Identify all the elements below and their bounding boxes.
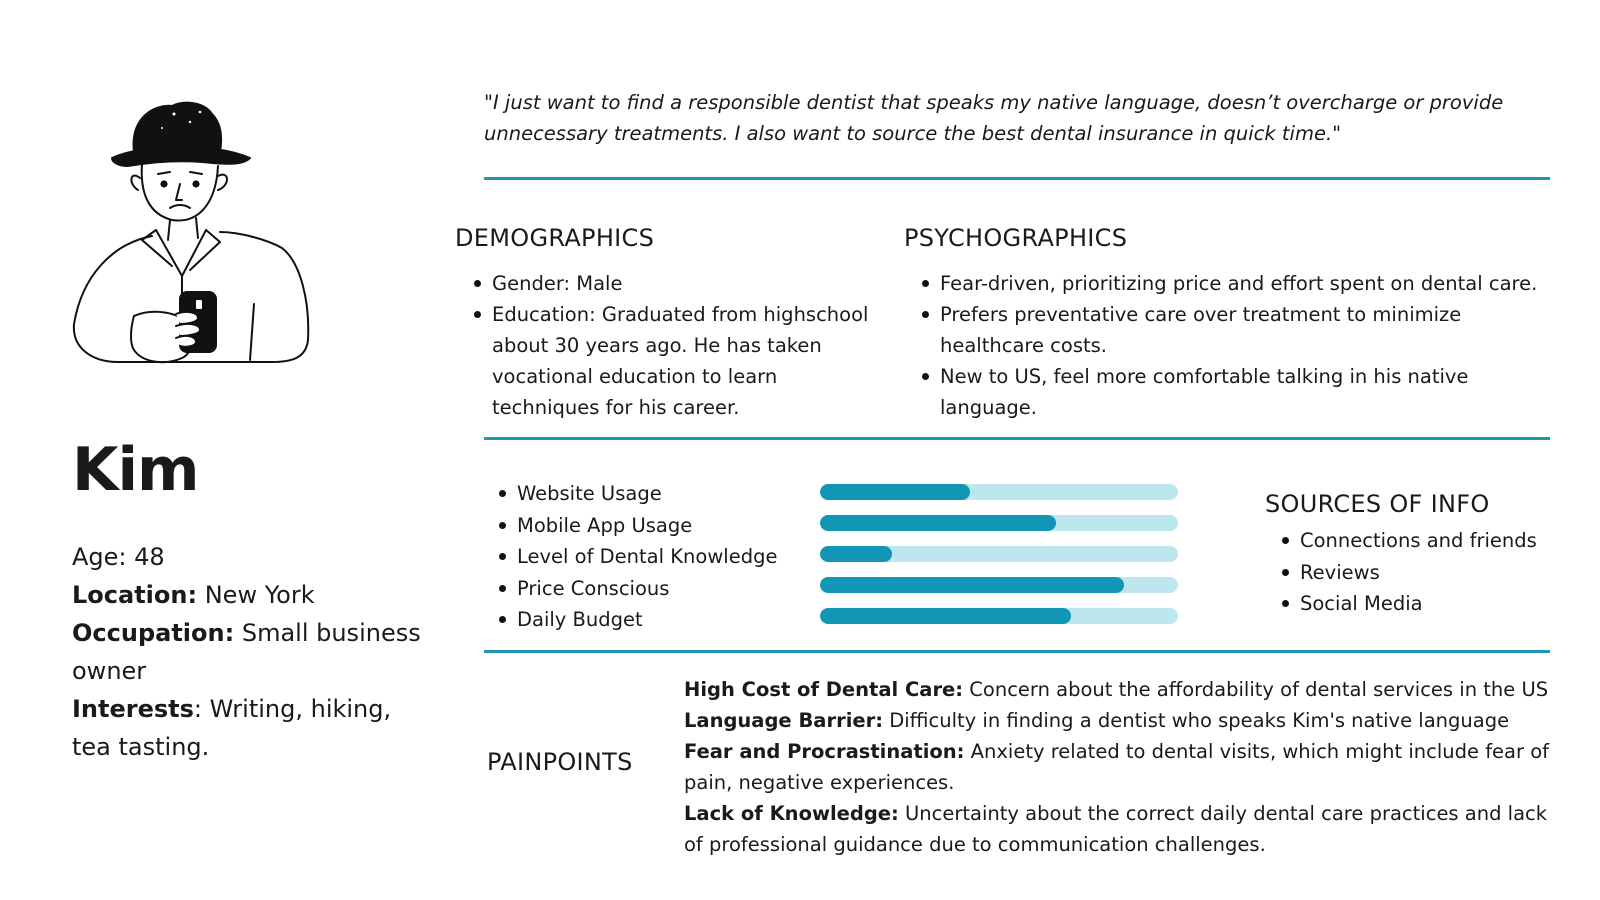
usage-bar-mobile-app (820, 515, 1178, 531)
divider-bottom (484, 650, 1550, 653)
psychographics-item: Fear-driven, prioritizing price and effort spent on dental care. (920, 268, 1570, 299)
usage-bar-dental-knowledge (820, 546, 1178, 562)
sources-item: Social Media (1280, 588, 1590, 620)
usage-list (497, 478, 817, 636)
usage-bar-website (820, 484, 1178, 500)
painpoints-heading: PAINPOINTS (487, 748, 633, 776)
usage-bar-daily-budget (820, 608, 1178, 624)
usage-bar-fill (820, 546, 892, 562)
divider-middle (484, 437, 1550, 440)
sources-item: Connections and friends (1280, 525, 1590, 557)
sources-item: Reviews (1280, 557, 1590, 589)
usage-bar-price-conscious (820, 577, 1178, 593)
location-row (72, 576, 422, 614)
interests-row (72, 690, 422, 766)
painpoint-label: Lack of Knowledge: (684, 802, 899, 825)
demographics-heading: DEMOGRAPHICS (455, 224, 655, 252)
painpoint-text: Anxiety related to dental visits, which might include fear of pain, negative experiences. (684, 740, 1550, 794)
painpoint-item (684, 674, 1564, 705)
painpoint-item (684, 736, 1564, 798)
usage-label-mobile-app: Mobile App Usage (497, 510, 817, 542)
usage-label-price-conscious: Price Conscious (497, 573, 817, 605)
usage-label-website: Website Usage (497, 478, 817, 510)
sources-list (1280, 525, 1590, 620)
interests-label: Interests (72, 695, 194, 723)
usage-bar-fill (820, 577, 1124, 593)
usage-bar-fill (820, 484, 970, 500)
painpoint-item (684, 705, 1564, 736)
occupation-row (72, 614, 422, 690)
usage-label-daily-budget: Daily Budget (497, 604, 817, 636)
painpoint-label: Fear and Procrastination: (684, 740, 965, 763)
usage-bar-fill (820, 608, 1071, 624)
painpoint-label: High Cost of Dental Care: (684, 678, 964, 701)
persona-profile (72, 538, 422, 766)
usage-label-dental-knowledge: Level of Dental Knowledge (497, 541, 817, 573)
painpoint-item (684, 798, 1564, 860)
psychographics-item: Prefers preventative care over treatment to minimize healthcare costs. (920, 299, 1570, 361)
age-row (72, 538, 422, 576)
usage-bar-fill (820, 515, 1056, 531)
location-value: New York (204, 581, 315, 609)
psychographics-list (920, 268, 1570, 423)
sources-heading: SOURCES OF INFO (1265, 490, 1490, 518)
age-value: 48 (134, 543, 165, 571)
interests-value: : Writing, hiking, tea tasting. (72, 695, 392, 761)
demographics-list (472, 268, 872, 423)
painpoint-text: Uncertainty about the correct daily dental care practices and lack of professional guidance due to communication challenges. (684, 802, 1548, 856)
location-label: Location: (72, 581, 198, 609)
occupation-label: Occupation: (72, 619, 235, 647)
divider-top (484, 177, 1550, 180)
persona-quote: "I just want to find a responsible dentist that speaks my native language, doesn’t overcharge or provide unnecessary treatments. I also want to source the best dental insurance in quick time." (484, 91, 1504, 145)
persona-name: Kim (72, 435, 199, 505)
psychographics-item: New to US, feel more comfortable talking in his native language. (920, 361, 1570, 423)
occupation-value: Small business owner (72, 619, 421, 685)
painpoint-text: Difficulty in finding a dentist who speaks Kim's native language (883, 709, 1510, 732)
persona-avatar-illustration (72, 100, 312, 372)
painpoints-list (684, 674, 1564, 860)
age-label: Age: (72, 543, 127, 571)
psychographics-heading: PSYCHOGRAPHICS (904, 224, 1128, 252)
painpoint-text: Concern about the affordability of dental services in the US (963, 678, 1549, 701)
demographics-item: Education: Graduated from highschool about 30 years ago. He has taken vocational education to learn techniques for his career. (472, 299, 872, 423)
painpoint-label: Language Barrier: (684, 709, 884, 732)
demographics-item: Gender: Male (472, 268, 872, 299)
